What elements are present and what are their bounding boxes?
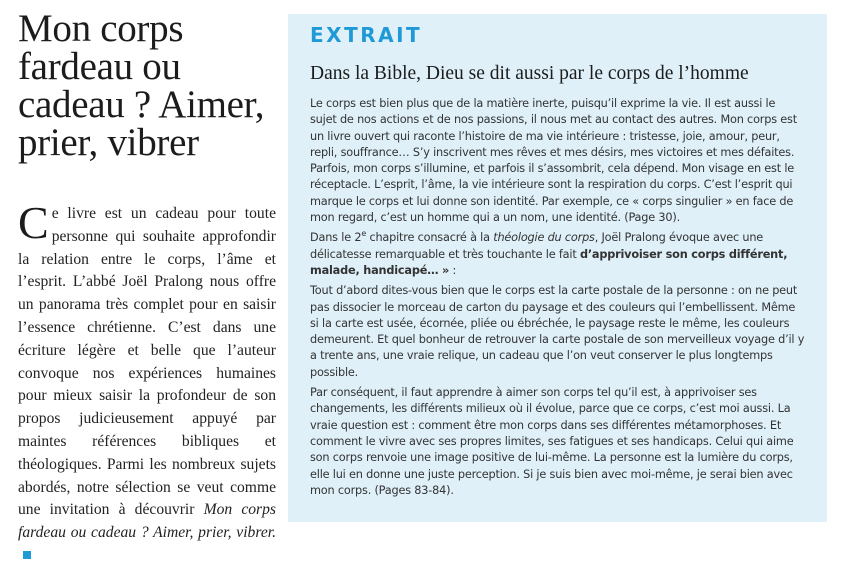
extract-paragraph-2 [310,230,805,279]
extract-body [310,96,805,499]
p2-text-a: Dans le 2 [310,231,362,245]
extract-box [288,14,827,522]
extract-paragraph-1: Le corps est bien plus que de la matière inerte, puisqu’il exprime la vie. Il est aussi le sujet de nos actions et de nos passions, il nous met au contact des autres. Mon corps est un livre ouvert qui raconte l’histoire de ma vie intérieure : tristesse, joie, amour, peur, repli, souffrance… S’y inscrivent mes rêves et mes désirs, mes victoires et mes défaites. Parfois, mon corps s’illumine, et parfois il s’assombrit, cela dépend. Mon visage en est le réceptacle. L’esprit, l’âme, la vie intérieure sont la respiration du corps. C’est l’esprit qui marque le corps et lui donne son identité. Par exemple, ce « corps singulier » en face de mon regard, c’est un homme qui a un nom, une identité. (Page 30). [310,97,797,225]
p2-text-d: : [449,263,457,277]
p2-text-c: , Joël Pralong évoque avec une délicatesse remarquable et très touchante le fait [310,231,764,261]
extract-heading: Dans la Bible, Dieu se dit aussi par le corps de l’homme [310,63,749,84]
drop-cap: C [18,197,49,248]
p2-superscript: e [361,229,367,239]
p2-italic: théologie du corps [493,231,595,245]
p2-text-b: chapitre consacré à la [366,231,494,245]
review-text: e livre est un cadeau pour toute personne qui souhaite approfondir la relation entre le corps, l’âme et l’esprit. L’abbé Joël Pralong nous offre un panorama très complet pour en saisir l’essence chrétienne. C’est dans une écriture légère et belle que l’auteur convoque nos expériences humaines pour mieux saisir la profondeur de son propos judicieusement appuyé par maintes références bibliques et théologiques. Parmi les nombreux sujets abordés, notre sélection se veut comme une invitation à découvrir [18,205,276,519]
extract-paragraph-3: Tout d’abord dites-vous bien que le corps est la carte postale de la personne : on ne peut pas dissocier le morceau de carton du paysage et des couleurs qui l’embellissent. Même si la carte est usée, écornée, pliée ou ébréchée, le paysage reste le même, les couleurs demeurent. Et quel bonheur de retrouver la carte postale de son merveilleux voyage d’il y a trente ans, une vraie relique, un cadeau que l’on veut conserver le plus longtemps possible. [310,284,805,379]
extract-paragraph-4: Par conséquent, il faut apprendre à aimer son corps tel qu’il est, à apprivoiser ses changements, les différents milieux où il évolue, parce que ce corps, c’est moi aussi. La vraie question est : comment être mon corps dans ses différentes métamorphoses. Et comment le vivre avec ses propres limites, ses fatigues et ses handicaps. Celui qui aime son corps renvoie une image positive de lui-même. La personne est la lumière du corps, elle lui en donne une juste perception. Si je suis bien avec moi-même, je serai bien avec mon corps. (Pages 83-84). [310,386,794,497]
extract-label: EXTRAIT [310,23,423,47]
p2-bold: d’apprivoiser son corps différent, malade, handicapé… » [310,247,788,277]
review-book-title: Mon corps fardeau ou cadeau ? Aimer, prier, vibrer. [18,501,276,542]
book-title: Mon corps fardeau ou cadeau ? Aimer, prier, vibrer [18,7,265,164]
end-mark-square-icon [23,551,31,559]
book-review-column [18,7,276,568]
review-paragraph [18,197,276,568]
